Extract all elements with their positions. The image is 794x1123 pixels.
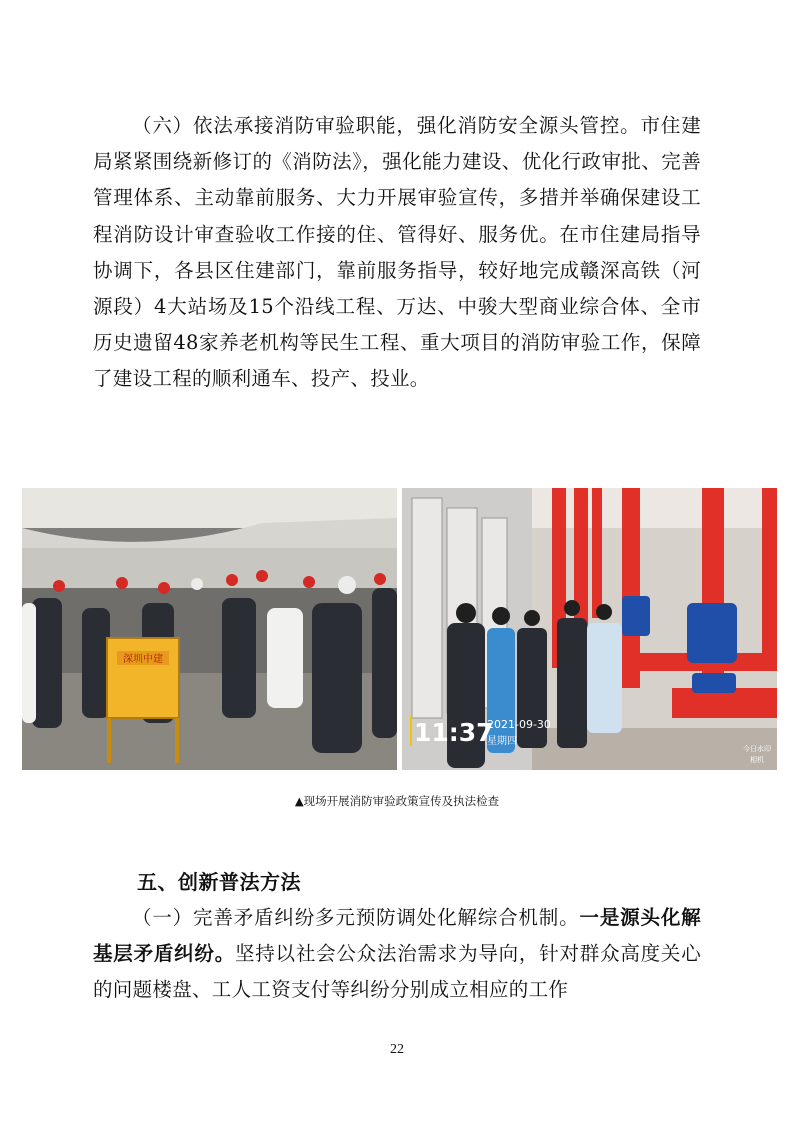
site-inspection-photo-right: [402, 488, 777, 770]
section-heading: 五、创新普法方法: [137, 870, 301, 894]
body-paragraph-dispute-mechanism: [93, 900, 701, 1009]
site-inspection-photo-left: [22, 488, 397, 770]
paragraph-bold-text: 一是源头化解基层矛盾纠纷。: [93, 906, 701, 966]
photo-caption: ▲现场开展消防审验政策宣传及执法检查: [294, 794, 500, 808]
equipment-sign-text: 深圳中建: [123, 654, 163, 665]
camera-watermark-line1: 今日水印: [743, 745, 771, 753]
photo-timestamp-weekday: 星期四: [487, 736, 517, 747]
photo-timestamp-date: 2021-09-30: [487, 718, 551, 731]
paragraph-lead-text: （一）完善矛盾纠纷多元预防调处化解综合机制。: [132, 906, 580, 929]
photo-timestamp-time: 11:37: [414, 718, 494, 747]
body-paragraph-fire-review: （六）依法承接消防审验职能，强化消防安全源头管控。市住建局紧紧围绕新修订的《消防法》，强化能力建设、优化行政审批、完善管理体系、主动靠前服务、大力开展审验宣传，多措并举确保建设工程消防设计审查验收工作接的住、管得好、服务优。在市住建局指导协调下，各县区住建部门，靠前服务指导，较好地完成赣深高铁（河源段）4大站场及15个沿线工程、万达、中骏大型商业综合体、全市历史遗留48家养老机构等民生工程、重大项目的消防审验工作，保障了建设工程的顺利通车、投产、投业。: [93, 114, 701, 391]
page-number: 22: [390, 1042, 404, 1057]
camera-watermark-line2: 相机: [750, 756, 764, 764]
paragraph-rest-text: 坚持以社会公众法治需求为导向，针对群众高度关心的问题楼盘、工人工资支付等纠纷分别成立相应的工作: [93, 942, 701, 1002]
